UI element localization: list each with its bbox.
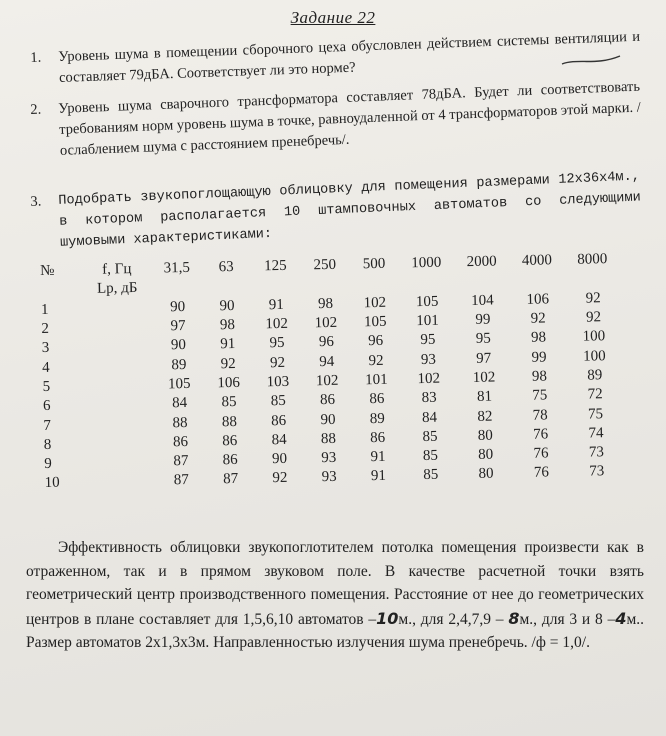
level-cell: 85 [423, 467, 439, 484]
row-number: 6 [42, 398, 51, 415]
level-cell: 73 [589, 463, 605, 480]
level-cell: 91 [220, 336, 236, 353]
level-cell: 102 [314, 314, 338, 332]
level-cell: 102 [417, 370, 441, 388]
freq-header: 63 [218, 259, 234, 276]
level-cell: 89 [587, 367, 603, 384]
level-cell: 88 [320, 430, 337, 447]
level-cell: 91 [370, 468, 387, 485]
level-cell: 101 [416, 312, 439, 330]
level-cell: 75 [532, 387, 548, 404]
level-cell: 88 [172, 414, 188, 431]
level-cell: 85 [221, 394, 237, 411]
level-cell: 102 [265, 315, 289, 333]
level-cell: 91 [370, 448, 386, 466]
task-2 [30, 77, 642, 163]
handwritten-distance-3: 4 [615, 608, 627, 628]
paragraph-part-2: м., для 2,4,7,9 – [398, 610, 504, 628]
level-cell: 93 [420, 351, 437, 368]
level-cell: 78 [532, 406, 548, 424]
level-cell: 90 [219, 297, 235, 314]
task-2-text: Уровень шума сварочного трансформатора составляет 78дБА. Будет ли соответствовать требованиям норм уровень шума в точке, равноудаленной от 4 трансформаторов этой марки. /ослаблением шума с расстоянием пренебречь/. [58, 78, 642, 159]
level-cell: 92 [272, 470, 288, 487]
level-cell: 87 [173, 472, 189, 489]
level-cell: 76 [533, 464, 550, 482]
level-cell: 80 [478, 465, 494, 483]
level-cell: 102 [472, 369, 496, 386]
level-cell: 86 [222, 432, 238, 450]
row-number: 3 [41, 340, 50, 357]
row-number: 9 [44, 455, 52, 473]
level-cell: 92 [269, 354, 286, 371]
level-cell: 72 [587, 386, 603, 403]
row-number: 2 [41, 320, 50, 338]
level-cell: 81 [476, 388, 493, 406]
level-cell: 106 [217, 374, 241, 392]
level-cell: 85 [270, 393, 286, 410]
level-cell: 96 [318, 334, 335, 351]
page-title: Задание 22 [290, 8, 376, 27]
row-number: 4 [42, 359, 50, 376]
level-cell: 80 [478, 446, 494, 463]
task-1-text: Уровень шума в помещении сборочного цеха обусловлен действием системы вентиляции и составляет 79дБА. Соответствует ли это норме? [58, 28, 641, 86]
noise-table [40, 250, 625, 494]
level-cell: 90 [169, 298, 186, 316]
task-3-text: Подобрать звукопоглощающую облицовку для помещения размерами 12х36х4м., в котором располагается 10 штамповочных автоматов со следующими шумовыми характеристиками: [58, 169, 642, 251]
level-cell: 82 [477, 408, 493, 425]
level-cell: 76 [532, 426, 549, 443]
paragraph-part-1: Эффективность облицовки звукопоглотителем потолка помещения произвести как в отраженном, так и в прямом звуковом поле. В качестве расчетной точки взять геометрический центр производственного помещения. Расстояние от нее до геометрических центров в плане составляет для 1,5,6,10 автоматов – [26, 539, 644, 628]
level-cell: 105 [415, 293, 439, 310]
level-cell: 99 [475, 311, 491, 328]
task-2-number: 2. [30, 101, 42, 118]
level-cell: 98 [317, 295, 334, 312]
freq-header: 2000 [466, 253, 497, 271]
level-cell: 88 [221, 413, 238, 430]
instructions-paragraph [26, 536, 644, 655]
level-cell: 76 [533, 445, 549, 462]
freq-header: 8000 [577, 251, 608, 268]
freq-header: 250 [313, 256, 337, 274]
level-cell: 73 [588, 444, 605, 461]
handwritten-distance-1: 10 [376, 608, 399, 628]
level-cell: 87 [173, 453, 189, 470]
task-3 [30, 166, 642, 254]
level-cell: 84 [172, 395, 188, 412]
level-cell: 102 [315, 372, 339, 390]
freq-header: 1000 [411, 254, 442, 272]
level-cell: 93 [321, 449, 337, 467]
row-number: 1 [40, 301, 49, 318]
level-cell: 92 [585, 309, 602, 326]
level-cell: 80 [477, 427, 493, 444]
level-cell: 90 [170, 337, 187, 354]
level-cell: 86 [172, 433, 189, 451]
level-cell: 74 [588, 425, 604, 442]
header-frequency: f, Гц [102, 261, 132, 278]
task-3-number: 3. [30, 193, 42, 210]
freq-header: 4000 [521, 252, 553, 270]
level-cell: 99 [531, 349, 547, 366]
header-level: Lp, дБ [96, 280, 138, 298]
level-cell: 97 [476, 350, 492, 367]
level-cell: 86 [369, 391, 385, 408]
level-cell: 89 [369, 410, 385, 427]
level-cell: 92 [530, 310, 546, 327]
level-cell: 84 [421, 409, 438, 426]
level-cell: 103 [266, 373, 290, 391]
row-number: 10 [44, 475, 60, 492]
freq-header: 125 [264, 257, 287, 275]
level-cell: 100 [582, 328, 606, 345]
level-cell: 89 [171, 356, 187, 373]
level-cell: 92 [368, 352, 384, 369]
paragraph-part-3: м., для 3 и 8 – [519, 610, 616, 628]
paragraph-part-4: м.. Размер автоматов 2х1,3х3м. Направленностью излучения шума пренебречь. /ф = 1,0/. [26, 610, 645, 651]
level-cell: 86 [271, 412, 287, 429]
level-cell: 92 [220, 355, 236, 372]
handwritten-distance-2: 8 [508, 608, 520, 628]
row-number: 7 [43, 417, 52, 434]
level-cell: 98 [530, 329, 547, 347]
level-cell: 75 [587, 405, 604, 423]
freq-header: 31,5 [163, 260, 191, 277]
level-cell: 96 [367, 333, 384, 350]
level-cell: 95 [420, 332, 436, 349]
task-1-number: 1. [30, 49, 42, 66]
level-cell: 92 [585, 290, 601, 307]
handwritten-flourish-icon [560, 54, 622, 68]
level-cell: 90 [271, 450, 288, 468]
level-cell: 106 [526, 291, 550, 308]
row-number: 8 [43, 436, 52, 453]
level-cell: 86 [319, 392, 336, 409]
freq-header: 500 [362, 255, 386, 273]
level-cell: 93 [321, 469, 337, 486]
level-cell: 85 [422, 428, 438, 445]
level-cell: 104 [471, 292, 494, 309]
level-cell: 100 [582, 347, 606, 365]
level-cell: 97 [170, 317, 186, 335]
level-cell: 86 [222, 452, 238, 469]
level-cell: 91 [268, 296, 284, 313]
row-number: 5 [42, 378, 51, 395]
level-cell: 94 [319, 353, 335, 370]
level-cell: 95 [269, 335, 285, 352]
level-cell: 90 [320, 411, 336, 428]
level-cell: 84 [271, 431, 287, 448]
level-cell: 87 [222, 471, 239, 488]
level-cell: 86 [370, 429, 386, 446]
level-cell: 85 [422, 447, 439, 465]
level-cell: 105 [167, 375, 191, 393]
level-cell: 105 [363, 313, 387, 331]
level-cell: 83 [421, 389, 437, 407]
level-cell: 102 [363, 294, 387, 311]
level-cell: 101 [365, 371, 388, 389]
level-cell: 95 [475, 330, 491, 348]
level-cell: 98 [531, 368, 548, 385]
level-cell: 98 [219, 316, 236, 334]
header-number: № [40, 262, 55, 280]
